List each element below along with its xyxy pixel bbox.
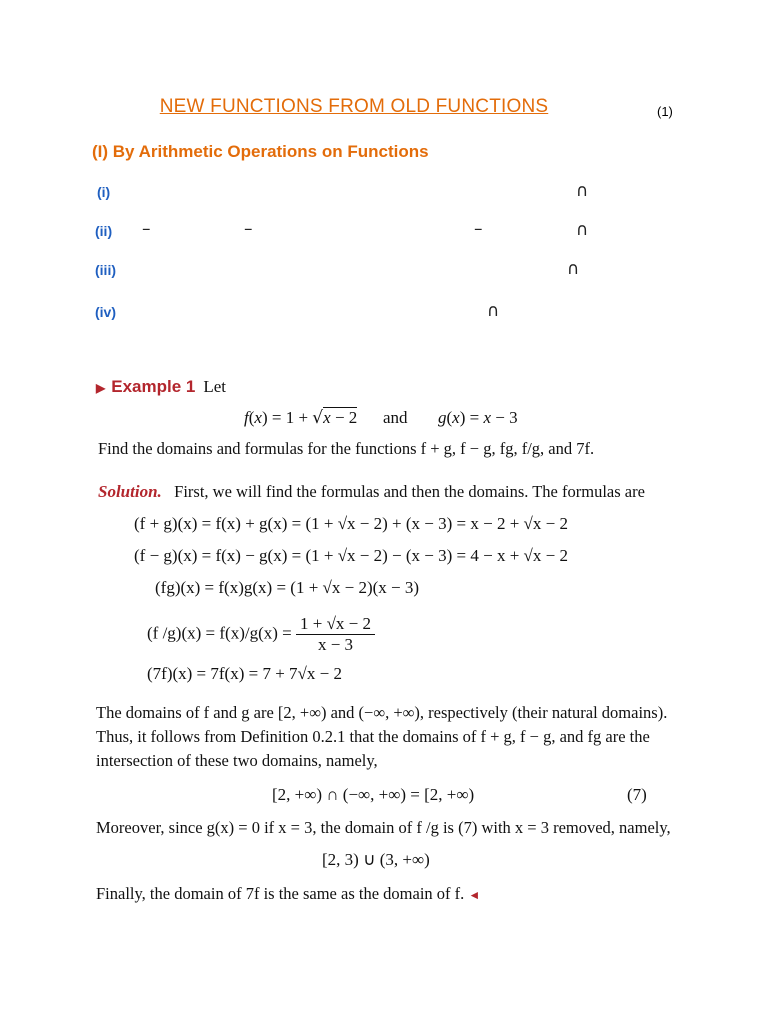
item-label-ii: (ii) xyxy=(95,223,113,239)
intersection-equation: [2, +∞) ∩ (−∞, +∞) = [2, +∞) xyxy=(272,785,475,804)
domain-paragraph-line: intersection of these two domains, namely, xyxy=(96,751,378,770)
page-number: (1) xyxy=(657,104,673,119)
intersection-symbol: ∩ xyxy=(576,181,589,201)
intersection-symbol: ∩ xyxy=(576,220,589,240)
formula-scalar: (7f)(x) = 7f(x) = 7 + 7√x − 2 xyxy=(147,664,342,683)
quotient-fraction xyxy=(296,614,375,655)
page-title: NEW FUNCTIONS FROM OLD FUNCTIONS xyxy=(159,96,549,117)
intersection-symbol: ∩ xyxy=(567,259,580,279)
domain-paragraph-line: The domains of f and g are [2, +∞) and (−∞, +∞), respectively (their natural domains). xyxy=(96,703,668,722)
definition-g: g(x) = x − 3 xyxy=(438,408,518,427)
item-label-i: (i) xyxy=(97,184,111,200)
formula-product: (fg)(x) = f(x)g(x) = (1 + √x − 2)(x − 3) xyxy=(155,578,420,597)
final-statement xyxy=(96,884,480,904)
section-heading: (I) By Arithmetic Operations on Functions xyxy=(92,142,429,161)
fraction-denominator: x − 3 xyxy=(317,635,354,654)
example-lead: Let xyxy=(203,377,226,396)
equation-tag: (7) xyxy=(627,785,647,804)
solution-intro-text: First, we will find the formulas and then the domains. The formulas are xyxy=(174,482,645,501)
definition-f: f(x) = 1 + √x − 2 xyxy=(244,408,358,428)
union-equation: [2, 3) ∪ (3, +∞) xyxy=(322,850,430,869)
minus-symbol: – xyxy=(142,219,151,239)
item-label-iii: (iii) xyxy=(95,262,116,278)
formula-sum: (f + g)(x) = f(x) + g(x) = (1 + √x − 2) + (x − 3) = x − 2 + √x − 2 xyxy=(134,514,568,533)
quotient-domain-paragraph: Moreover, since g(x) = 0 if x = 3, the domain of f /g is (7) with x = 3 removed, namely, xyxy=(96,818,671,837)
item-label-iv: (iv) xyxy=(95,304,116,320)
definition-and: and xyxy=(383,408,408,427)
end-mark-icon: ◄ xyxy=(468,888,481,902)
example-title: Example 1 xyxy=(111,377,196,396)
domain-paragraph-line: Thus, it follows from Definition 0.2.1 that the domains of f + g, f − g, and fg are the xyxy=(96,727,650,746)
example-task: Find the domains and formulas for the functions f + g, f − g, fg, f/g, and 7f. xyxy=(98,439,595,458)
solution-intro xyxy=(98,482,645,502)
formula-quotient-lhs: (f /g)(x) = f(x)/g(x) = xyxy=(147,623,292,643)
solution-label: Solution. xyxy=(98,482,162,501)
fraction-numerator: 1 + √x − 2 xyxy=(296,614,375,635)
formula-quotient xyxy=(147,614,375,655)
example-heading xyxy=(96,377,226,397)
intersection-symbol: ∩ xyxy=(487,301,500,321)
minus-symbol: – xyxy=(474,219,483,239)
formula-difference: (f − g)(x) = f(x) − g(x) = (1 + √x − 2) − (x − 3) = 4 − x + √x − 2 xyxy=(134,546,568,565)
final-text: Finally, the domain of 7f is the same as the domain of f. xyxy=(96,884,465,903)
minus-symbol: – xyxy=(244,219,253,239)
triangle-right-icon: ▶ xyxy=(96,381,106,395)
